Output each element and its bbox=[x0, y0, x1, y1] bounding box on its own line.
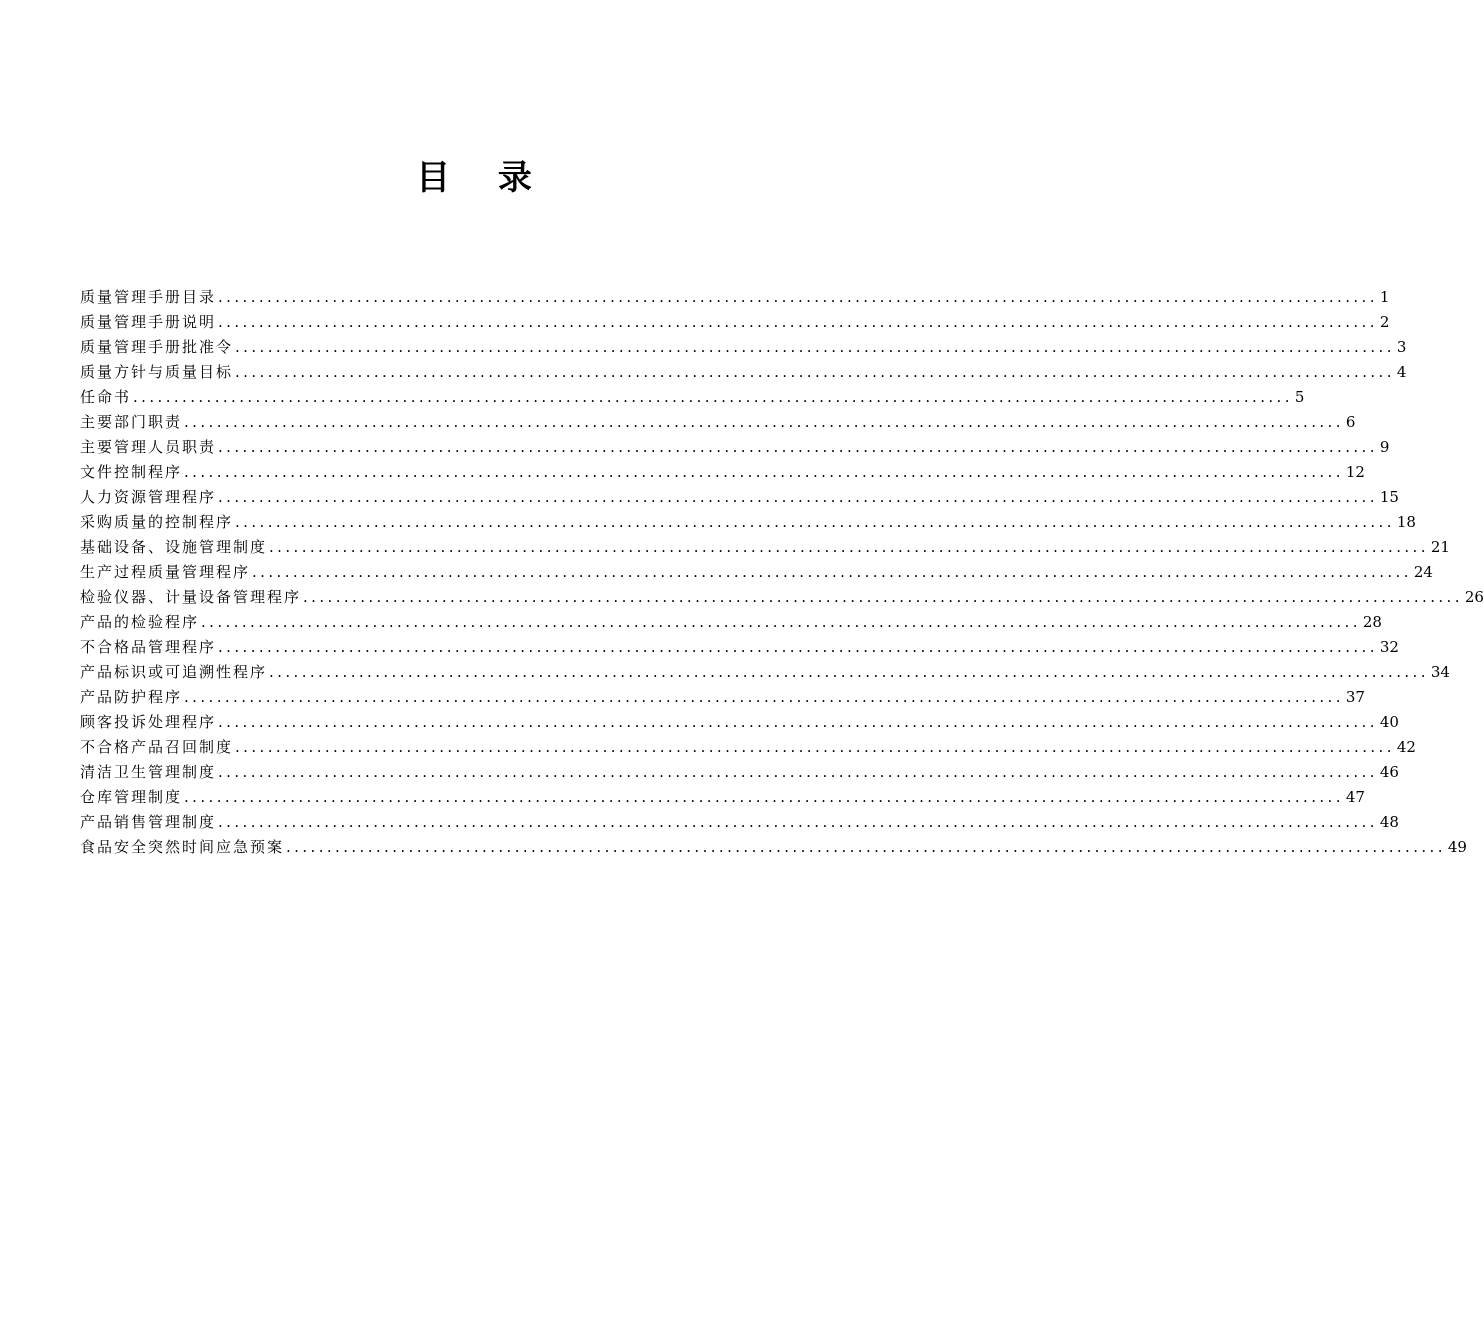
toc-entry[interactable] bbox=[80, 610, 1382, 635]
toc-entry-title: 质量管理手册目录 bbox=[80, 288, 217, 306]
toc-page-number: 12 bbox=[1345, 463, 1365, 481]
toc-entry[interactable] bbox=[80, 460, 1365, 485]
toc-entry-title: 采购质量的控制程序 bbox=[80, 513, 234, 531]
toc-entry-title: 仓库管理制度 bbox=[80, 788, 183, 806]
toc-entry[interactable] bbox=[80, 785, 1365, 810]
toc-entry[interactable] bbox=[80, 760, 1399, 785]
dot-leader: .............................................................................................................................................. bbox=[269, 538, 1429, 556]
toc-entry[interactable] bbox=[80, 585, 1484, 610]
toc-page-number: 18 bbox=[1396, 513, 1416, 531]
dot-leader: .............................................................................................................................................. bbox=[133, 388, 1293, 406]
toc-page-number: 4 bbox=[1396, 363, 1407, 381]
dot-leader: .............................................................................................................................................. bbox=[184, 463, 1344, 481]
toc-entry-title: 清洁卫生管理制度 bbox=[80, 763, 217, 781]
toc-entry[interactable] bbox=[80, 435, 1390, 460]
dot-leader: .............................................................................................................................................. bbox=[218, 763, 1378, 781]
toc-entry[interactable] bbox=[80, 410, 1356, 435]
toc-page-number: 37 bbox=[1345, 688, 1365, 706]
page-title: 目 录 bbox=[416, 158, 550, 198]
toc-page-number: 6 bbox=[1345, 413, 1356, 431]
dot-leader: .............................................................................................................................................. bbox=[218, 438, 1378, 456]
toc-page-number: 15 bbox=[1379, 488, 1399, 506]
toc-entry[interactable] bbox=[80, 285, 1390, 310]
toc-page-number: 46 bbox=[1379, 763, 1399, 781]
toc-entry-title: 不合格产品召回制度 bbox=[80, 738, 234, 756]
toc-entry[interactable] bbox=[80, 360, 1407, 385]
toc-entry[interactable] bbox=[80, 560, 1433, 585]
toc-entry-title: 产品标识或可追溯性程序 bbox=[80, 663, 268, 681]
toc-entry[interactable] bbox=[80, 335, 1407, 360]
toc-page-number: 40 bbox=[1379, 713, 1399, 731]
toc-entry-title: 检验仪器、计量设备管理程序 bbox=[80, 588, 302, 606]
dot-leader: .............................................................................................................................................. bbox=[184, 413, 1344, 431]
toc-page-number: 26 bbox=[1464, 588, 1484, 606]
dot-leader: .............................................................................................................................................. bbox=[218, 488, 1378, 506]
dot-leader: .............................................................................................................................................. bbox=[252, 563, 1412, 581]
toc-page-number: 5 bbox=[1294, 388, 1305, 406]
dot-leader: .............................................................................................................................................. bbox=[184, 788, 1344, 806]
dot-leader: .............................................................................................................................................. bbox=[235, 738, 1395, 756]
toc-entry[interactable] bbox=[80, 535, 1450, 560]
toc-entry[interactable] bbox=[80, 810, 1399, 835]
toc-entry-title: 产品防护程序 bbox=[80, 688, 183, 706]
toc-entry-title: 顾客投诉处理程序 bbox=[80, 713, 217, 731]
toc-entry-title: 质量方针与质量目标 bbox=[80, 363, 234, 381]
toc-page-number: 3 bbox=[1396, 338, 1407, 356]
toc-entry-title: 产品销售管理制度 bbox=[80, 813, 217, 831]
toc-entry-title: 质量管理手册说明 bbox=[80, 313, 217, 331]
toc-entry[interactable] bbox=[80, 310, 1390, 335]
dot-leader: .............................................................................................................................................. bbox=[201, 613, 1361, 631]
toc-entry-title: 主要部门职责 bbox=[80, 413, 183, 431]
toc-page-number: 21 bbox=[1430, 538, 1450, 556]
toc-entry[interactable] bbox=[80, 635, 1399, 660]
toc-page-number: 24 bbox=[1413, 563, 1433, 581]
dot-leader: .............................................................................................................................................. bbox=[218, 313, 1378, 331]
toc-entry-title: 产品的检验程序 bbox=[80, 613, 200, 631]
dot-leader: .............................................................................................................................................. bbox=[235, 513, 1395, 531]
toc-entry[interactable] bbox=[80, 710, 1399, 735]
dot-leader: .............................................................................................................................................. bbox=[218, 713, 1378, 731]
dot-leader: .............................................................................................................................................. bbox=[235, 363, 1395, 381]
toc-entry[interactable] bbox=[80, 510, 1416, 535]
toc-entry-title: 不合格品管理程序 bbox=[80, 638, 217, 656]
toc-page-number: 32 bbox=[1379, 638, 1399, 656]
toc-page-number: 9 bbox=[1379, 438, 1390, 456]
toc-entry-title: 质量管理手册批准令 bbox=[80, 338, 234, 356]
dot-leader: .............................................................................................................................................. bbox=[218, 288, 1378, 306]
dot-leader: .............................................................................................................................................. bbox=[184, 688, 1344, 706]
toc-page-number: 42 bbox=[1396, 738, 1416, 756]
toc-entry-title: 人力资源管理程序 bbox=[80, 488, 217, 506]
toc-page-number: 48 bbox=[1379, 813, 1399, 831]
toc-entry[interactable] bbox=[80, 735, 1416, 760]
dot-leader: .............................................................................................................................................. bbox=[286, 838, 1446, 856]
toc-entry-title: 食品安全突然时间应急预案 bbox=[80, 838, 285, 856]
toc-entry-title: 主要管理人员职责 bbox=[80, 438, 217, 456]
dot-leader: .............................................................................................................................................. bbox=[218, 813, 1378, 831]
toc-entry-title: 生产过程质量管理程序 bbox=[80, 563, 251, 581]
toc-entry-title: 基础设备、设施管理制度 bbox=[80, 538, 268, 556]
toc-entry[interactable] bbox=[80, 485, 1399, 510]
toc-entry[interactable] bbox=[80, 835, 1467, 860]
toc-page-number: 1 bbox=[1379, 288, 1390, 306]
dot-leader: .............................................................................................................................................. bbox=[218, 638, 1378, 656]
toc-entry[interactable] bbox=[80, 385, 1305, 410]
toc-entry[interactable] bbox=[80, 660, 1450, 685]
toc-page-number: 34 bbox=[1430, 663, 1450, 681]
table-of-contents bbox=[80, 285, 1484, 860]
toc-entry-title: 文件控制程序 bbox=[80, 463, 183, 481]
toc-page-number: 49 bbox=[1447, 838, 1467, 856]
toc-page-number: 47 bbox=[1345, 788, 1365, 806]
dot-leader: .............................................................................................................................................. bbox=[235, 338, 1395, 356]
toc-entry[interactable] bbox=[80, 685, 1365, 710]
dot-leader: .............................................................................................................................................. bbox=[269, 663, 1429, 681]
toc-page-number: 28 bbox=[1362, 613, 1382, 631]
dot-leader: .............................................................................................................................................. bbox=[303, 588, 1463, 606]
toc-page-number: 2 bbox=[1379, 313, 1390, 331]
toc-entry-title: 任命书 bbox=[80, 388, 132, 406]
